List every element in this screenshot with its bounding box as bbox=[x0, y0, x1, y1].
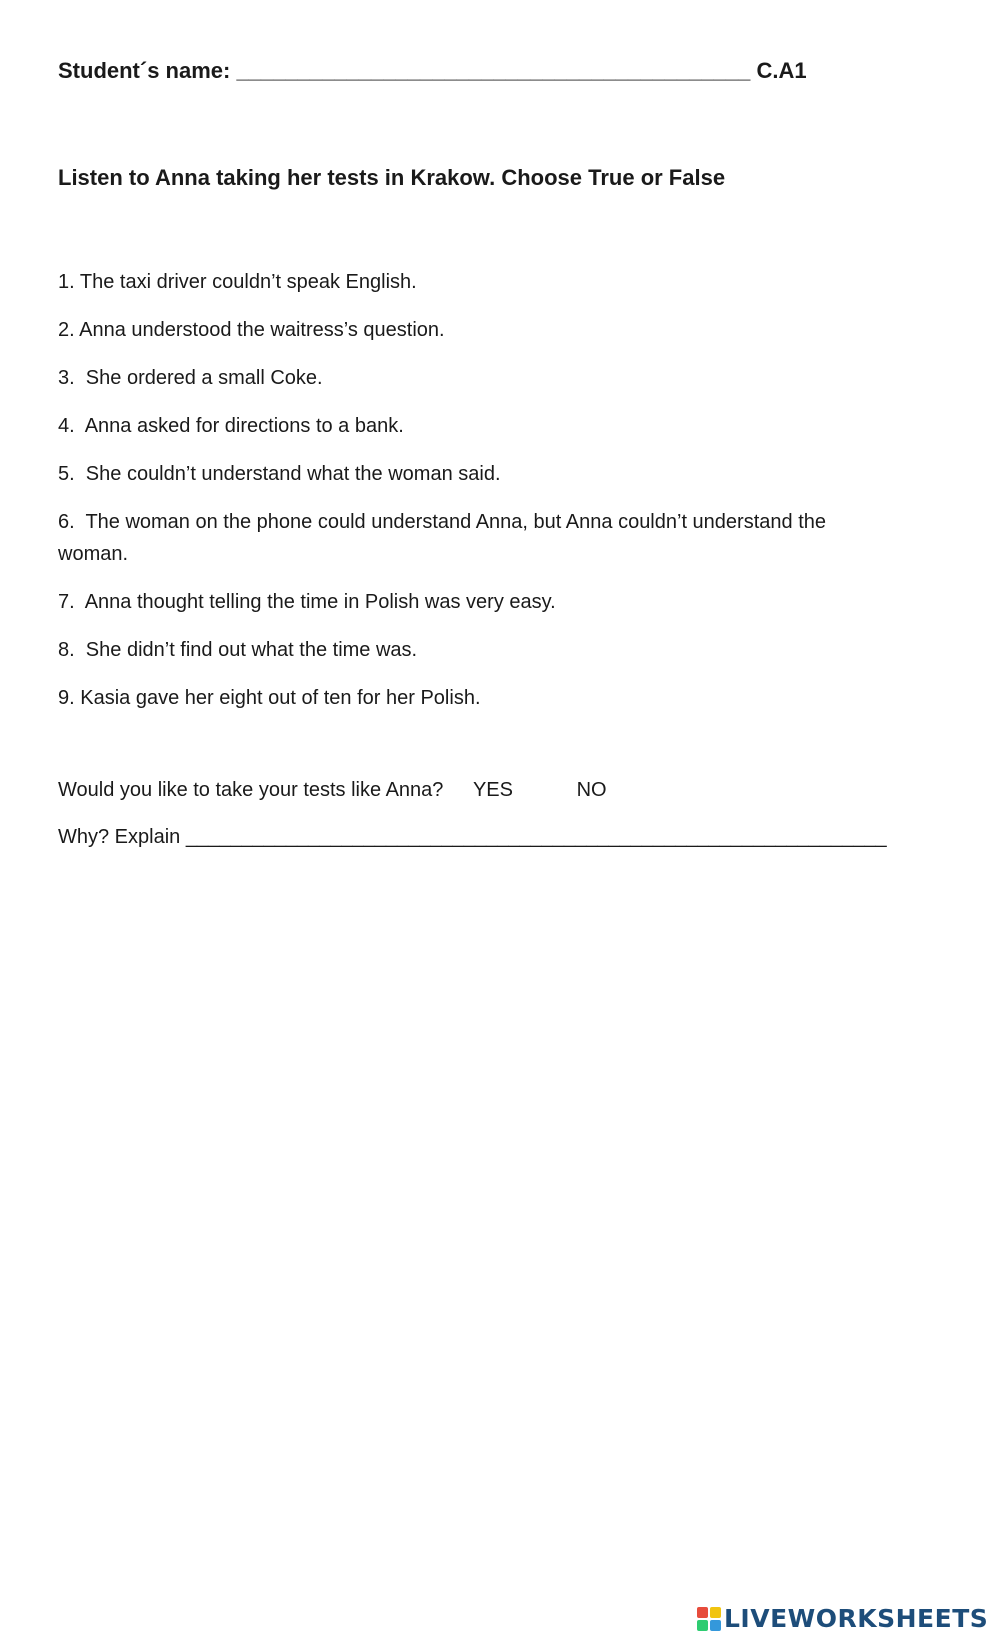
question-number: 7. bbox=[58, 591, 85, 613]
logo-square-blue bbox=[710, 1620, 721, 1631]
question-item-1[interactable] bbox=[58, 266, 888, 298]
explain-line[interactable]: Why? Explain _______________________________________________________________ bbox=[58, 826, 887, 848]
question-text: The taxi driver couldn’t speak English. bbox=[79, 271, 417, 293]
question-text: The woman on the phone could understand Anna, but Anna couldn’t understand the woman. bbox=[58, 511, 826, 565]
question-text: She couldn’t understand what the woman said. bbox=[85, 463, 501, 485]
followup-question-row bbox=[58, 779, 607, 802]
question-item-4[interactable] bbox=[58, 410, 888, 442]
logo-square-red bbox=[697, 1607, 708, 1618]
question-list bbox=[58, 266, 888, 730]
question-number: 3. bbox=[58, 367, 86, 389]
question-number: 9. bbox=[58, 687, 81, 709]
question-item-6[interactable] bbox=[58, 506, 888, 570]
question-text: Anna understood the waitress’s question. bbox=[79, 319, 445, 341]
logo-text: LIVEWORKSHEETS bbox=[724, 1604, 989, 1633]
student-name-line[interactable]: Student´s name: __________________________________________ C.A1 bbox=[58, 58, 807, 83]
question-item-2[interactable] bbox=[58, 314, 888, 346]
question-text: Anna asked for directions to a bank. bbox=[84, 415, 404, 437]
yes-option[interactable]: YES bbox=[472, 779, 513, 801]
logo-square-green bbox=[697, 1620, 708, 1631]
question-item-5[interactable] bbox=[58, 458, 888, 490]
question-number: 6. bbox=[58, 511, 86, 533]
question-item-9[interactable] bbox=[58, 682, 888, 714]
question-number: 1. bbox=[58, 271, 80, 293]
liveworksheets-logo-icon bbox=[697, 1607, 721, 1631]
logo-square-yellow bbox=[710, 1607, 721, 1618]
question-number: 2. bbox=[58, 319, 80, 341]
question-number: 8. bbox=[58, 639, 86, 661]
question-text: She ordered a small Coke. bbox=[85, 367, 323, 389]
question-item-7[interactable] bbox=[58, 586, 888, 618]
question-item-8[interactable] bbox=[58, 634, 888, 666]
question-text: Kasia gave her eight out of ten for her Polish. bbox=[80, 687, 481, 709]
no-option[interactable]: NO bbox=[576, 779, 607, 801]
liveworksheets-logo bbox=[697, 1604, 988, 1633]
question-number: 4. bbox=[58, 415, 85, 437]
instruction-heading: Listen to Anna taking her tests in Krakow. Choose True or False bbox=[58, 165, 726, 190]
question-text: Anna thought telling the time in Polish was very easy. bbox=[84, 591, 556, 613]
question-number: 5. bbox=[58, 463, 86, 485]
question-item-3[interactable] bbox=[58, 362, 888, 394]
question-text: She didn’t find out what the time was. bbox=[85, 639, 418, 661]
followup-question-text: Would you like to take your tests like Anna? bbox=[58, 779, 444, 801]
